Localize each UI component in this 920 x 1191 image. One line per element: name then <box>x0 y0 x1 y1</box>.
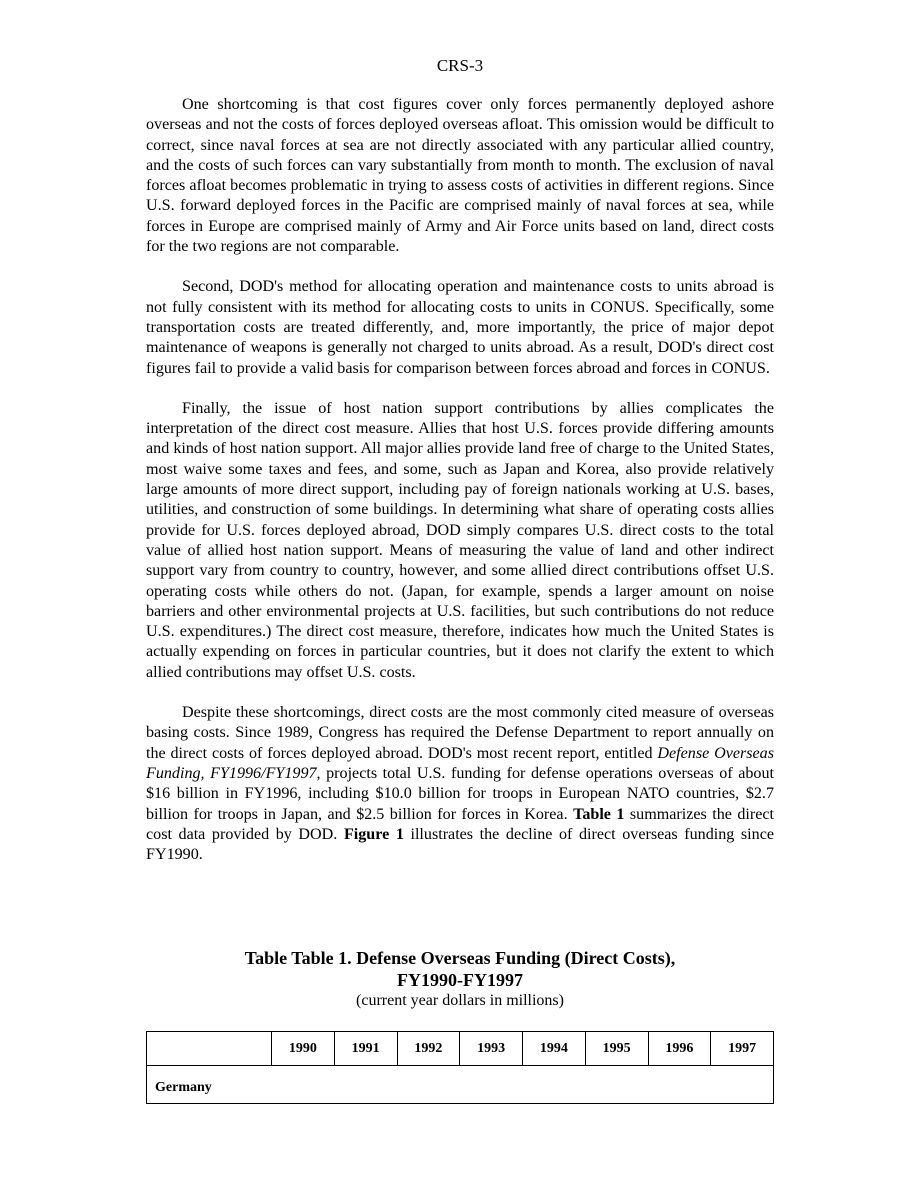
year-header: 1991 <box>334 1032 397 1066</box>
body-text <box>146 95 774 885</box>
row-label-germany: Germany <box>147 1066 774 1104</box>
paragraph-text: illustrates the decline of direct overseas funding since FY1990. <box>146 825 774 864</box>
table-title-line2: FY1990-FY1997 <box>397 970 523 990</box>
paragraph-host-nation-support: Finally, the issue of host nation support contributions by allies complicates the interpretation of the direct cost measure. Allies that host U.S. forces provide differing amounts and kinds of host nation support. All major allies provide land free of charge to the United States, most waive some taxes and fees, and some, such as Japan and Korea, also provide relatively large amounts of more direct support, including pay of foreign nationals working at U.S. bases, utilities, and construction of some buildings. In determining what share of operating costs allies provide for U.S. forces deployed abroad, DOD simply compares U.S. direct costs to the total value of allied host nation support. Means of measuring the value of land and other indirect support vary from country to country, however, and some allied direct contributions offset U.S. operating costs while others do not. (Japan, for example, spends a larger amount on noise barriers and other environmental projects at U.S. facilities, but such contributions do not reduce U.S. expenditures.) The direct cost measure, therefore, indicates how much the United States is actually expending on forces in particular countries, but it does not clarify the extent to which allied contributions may offset U.S. costs. <box>146 399 774 681</box>
table-header-row <box>147 1032 774 1066</box>
table-reference: Table 1 <box>573 805 625 823</box>
paragraph-text: summarizes the direct cost data provided by DOD. <box>146 805 774 843</box>
table-caption <box>146 947 774 1011</box>
year-header: 1993 <box>460 1032 523 1066</box>
table-row <box>147 1066 774 1104</box>
table-title-line1: Table Table 1. Defense Overseas Funding (Direct Costs), <box>244 948 676 968</box>
year-header: 1990 <box>272 1032 335 1066</box>
page-header: CRS-3 <box>436 56 484 75</box>
year-header: 1992 <box>397 1032 460 1066</box>
year-header: 1995 <box>585 1032 648 1066</box>
year-header: 1996 <box>648 1032 711 1066</box>
report-title: Defense Overseas Funding, FY1996/FY1997 <box>146 744 774 782</box>
funding-table <box>146 1031 774 1104</box>
table-subtitle: (current year dollars in millions) <box>356 992 564 1009</box>
paragraph-shortcoming-naval: One shortcoming is that cost figures cover only forces permanently deployed ashore overseas and not the costs of forces deployed overseas afloat. This omission would be difficult to correct, since naval forces at sea are not directly associated with any particular allied country, and the costs of such forces can vary substantially from month to month. The exclusion of naval forces afloat becomes problematic in trying to assess costs of activities in different regions. Since U.S. forward deployed forces in the Pacific are comprised mainly of naval forces at sea, while forces in Europe are comprised mainly of Army and Air Force units based on land, direct costs for the two regions are not comparable. <box>146 96 774 256</box>
year-header: 1997 <box>711 1032 774 1066</box>
figure-reference: Figure 1 <box>343 825 404 843</box>
paragraph-allocation-method: Second, DOD's method for allocating operation and maintenance costs to units abroad is not fully consistent with its method for allocating costs to units in CONUS. Specifically, some transportation costs are treated differently, and, more importantly, the price of major depot maintenance of weapons is generally not charged to units abroad. As a result, DOD's direct cost figures fail to provide a valid basis for comparison between forces abroad and forces in CONUS. <box>146 278 774 377</box>
year-header: 1994 <box>523 1032 586 1066</box>
table-header-blank <box>147 1032 272 1066</box>
paragraph-text: Despite these shortcomings, direct costs are the most commonly cited measure of overseas basing costs. Since 1989, Congress has required the Defense Department to report annually on the direct costs of forces deployed abroad. DOD's most recent report, entitled <box>146 704 774 762</box>
paragraph-direct-costs-summary <box>146 703 774 865</box>
paragraph-text: , projects total U.S. funding for defense operations overseas of about $16 billion in FY1996, including $10.0 billion for troops in European NATO countries, $2.7 billion for troops in Japan, and $2.5 billion for forces in Korea. <box>146 764 774 823</box>
